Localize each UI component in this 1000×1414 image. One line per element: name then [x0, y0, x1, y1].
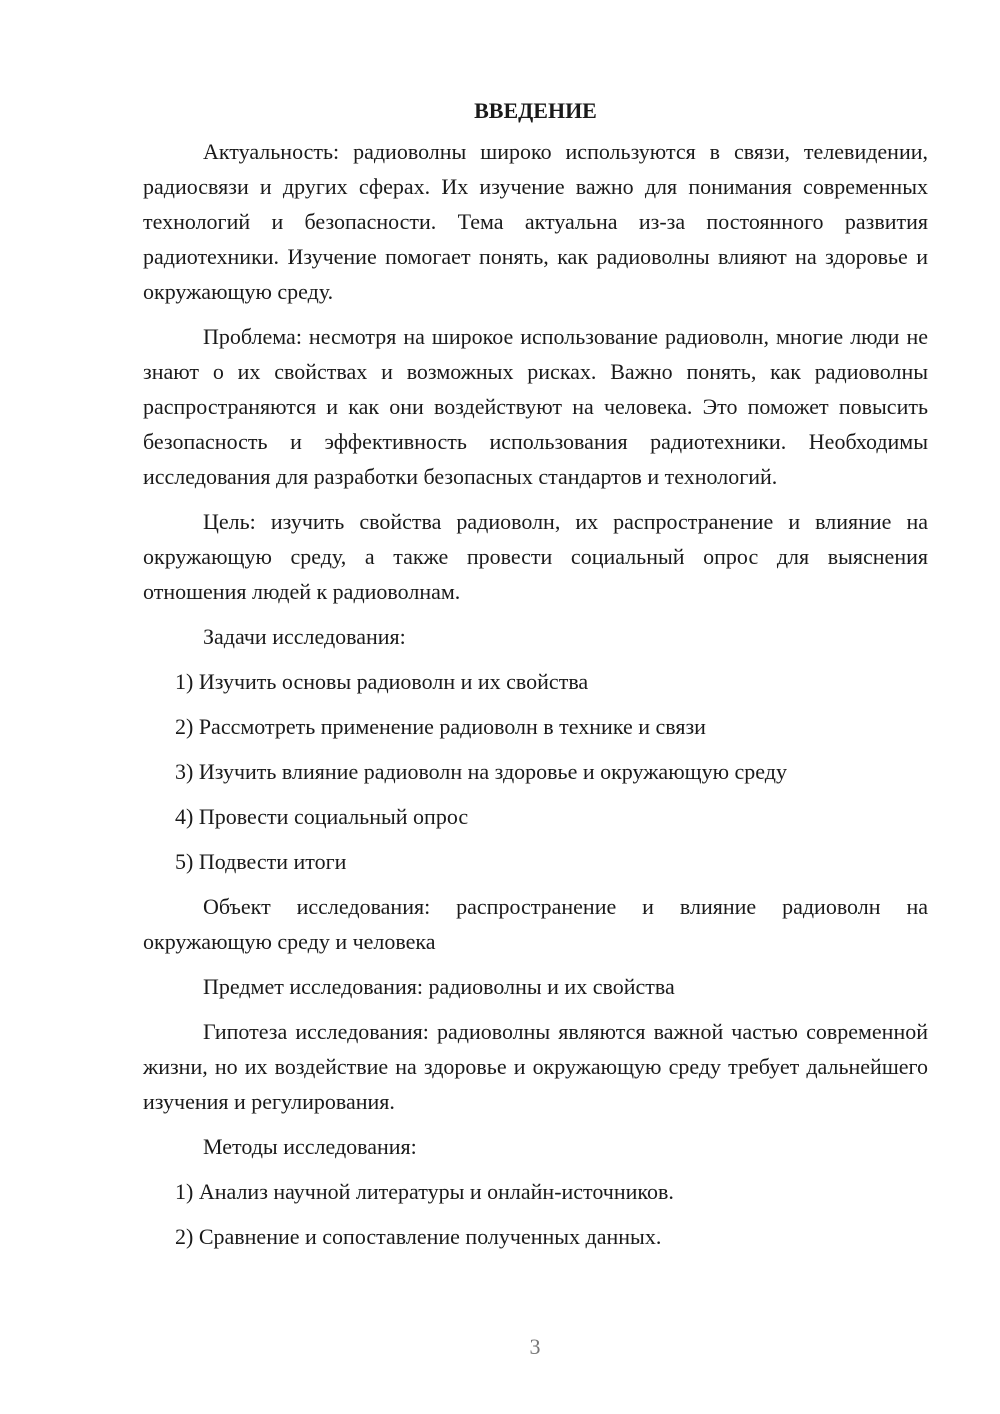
method-item-2: 2) Сравнение и сопоставление полученных данных. — [175, 1224, 662, 1249]
hypothesis-paragraph: Гипотеза исследования: радиоволны являются важной частью современной жизни, но их воздействие на здоровье и окружающую среду требует дальнейшего изучения и регулирования. — [143, 1019, 928, 1114]
task-item-1: 1) Изучить основы радиоволн и их свойства — [175, 669, 589, 694]
task-item-4: 4) Провести социальный опрос — [175, 804, 469, 829]
methods-list — [143, 1174, 928, 1254]
task-item-2: 2) Рассмотреть применение радиоволн в технике и связи — [175, 714, 706, 739]
relevance-paragraph: Актуальность: радиоволны широко используются в связи, телевидении, радиосвязи и других сферах. Их изучение важно для понимания современных технологий и безопасности. Тема актуальна из-за постоянного развития радиотехники. Изучение помогает понять, как радиоволны влияют на здоровье и окружающую среду. — [143, 139, 928, 304]
tasks-label: Задачи исследования: — [203, 624, 406, 649]
goal-paragraph: Цель: изучить свойства радиоволн, их распространение и влияние на окружающую среду, а также провести социальный опрос для выяснения отношения людей к радиоволнам. — [143, 509, 928, 604]
method-item-1: 1) Анализ научной литературы и онлайн-источников. — [175, 1179, 674, 1204]
subject-paragraph: Предмет исследования: радиоволны и их свойства — [203, 974, 675, 999]
task-item-3: 3) Изучить влияние радиоволн на здоровье и окружающую среду — [175, 759, 787, 784]
tasks-list — [143, 664, 928, 879]
section-title: ВВЕДЕНИЕ — [474, 98, 597, 123]
page-content — [143, 96, 928, 1264]
methods-label: Методы исследования: — [203, 1134, 417, 1159]
object-paragraph: Объект исследования: распространение и влияние радиоволн на окружающую среду и человека — [143, 894, 928, 954]
problem-paragraph: Проблема: несмотря на широкое использование радиоволн, многие люди не знают о их свойствах и возможных рисках. Важно понять, как радиоволны распространяются и как они воздействуют на человека. Это поможет повысить безопасность и эффективность использования радиотехники. Необходимы исследования для разработки безопасных стандартов и технологий. — [143, 324, 928, 489]
task-item-5: 5) Подвести итоги — [175, 849, 347, 874]
page-number: 3 — [529, 1334, 541, 1359]
